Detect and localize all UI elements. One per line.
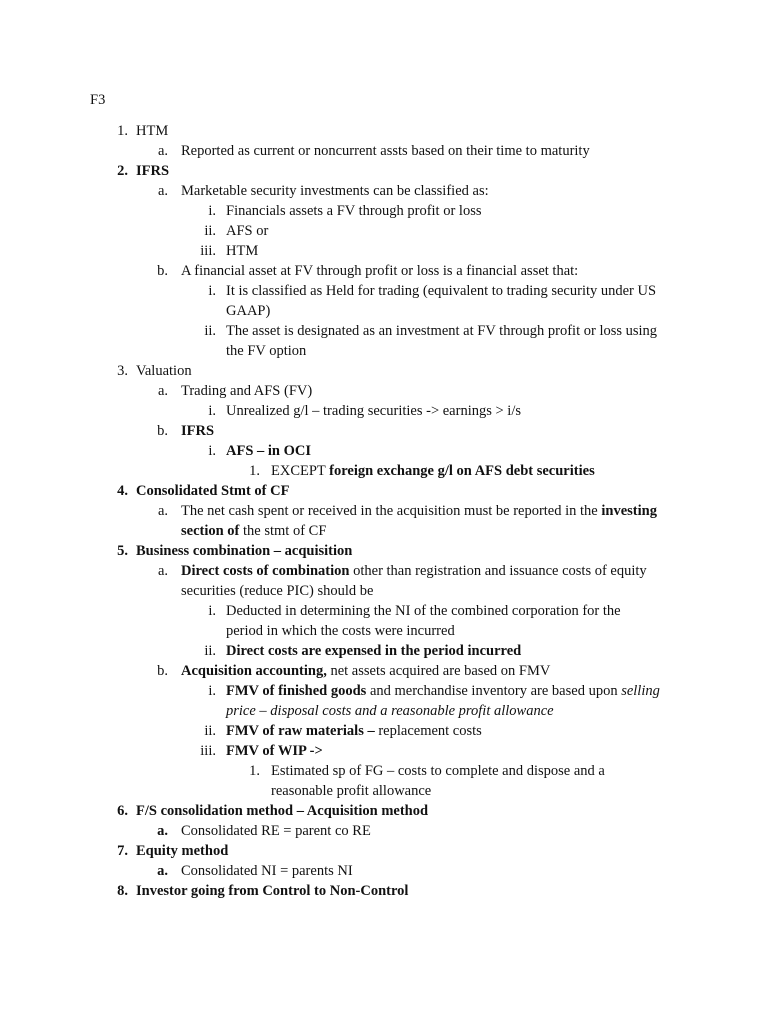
list-item [0,201,768,221]
item-text: Marketable security investments can be classified as: [181,183,489,199]
item-text: Unrealized g/l – trading securities -> earnings > i/s [226,403,521,419]
item-text [271,461,595,481]
list-item [0,421,768,441]
item-text-italic: selling [621,683,660,699]
item-text-bold: Acquisition accounting, [181,663,327,679]
list-marker: ii. [204,323,216,339]
spacer [0,521,768,541]
list-marker: a. [157,563,168,579]
item-text: Reported as current or noncurrent assts based on their time to maturity [181,143,590,159]
spacer [0,301,768,321]
item-text-plain: other than registration and issuance costs of equity [349,563,647,579]
item-text: Consolidated NI = parents NI [181,863,353,879]
list-item [0,821,768,841]
item-line: It is classified as Held for trading (equivalent to trading security under US [226,283,657,299]
list-item [0,501,768,539]
section-title: Investor going from Control to Non-Control [136,883,409,899]
spacer [0,581,768,601]
list-marker: i. [208,203,216,219]
list-item [0,221,768,241]
list-marker: a. [157,383,168,399]
section-title: Business combination – acquisition [136,543,353,559]
section-title: HTM [136,123,169,139]
list-marker: i. [208,443,216,459]
list-item [0,721,768,741]
list-marker: iii. [200,743,216,759]
item-line: The asset is designated as an investment at FV through profit or loss using [226,323,658,339]
list-item [0,741,768,761]
section-title: Equity method [136,843,229,859]
item-text: A financial asset at FV through profit or loss is a financial asset that: [181,263,579,279]
list-marker: i. [208,283,216,299]
item-text-plain: net assets acquired are based on FMV [326,663,551,679]
item-line: Estimated sp of FG – costs to complete and dispose and a [271,763,605,779]
list-marker: i. [208,683,216,699]
list-marker: a. [157,183,168,199]
item-text-plain: and merchandise inventory are based upon [366,683,622,699]
item-text: Consolidated RE = parent co RE [181,823,371,839]
list-item [0,181,768,201]
list-marker: 3. [117,363,128,379]
item-text: IFRS [181,423,215,439]
section-4 [0,481,768,501]
item-line: Deducted in determining the NI of the combined corporation for the [226,603,621,619]
list-marker: i. [208,403,216,419]
spacer [0,781,768,801]
list-marker: 2. [117,163,128,179]
section-7 [0,841,768,861]
item-line: period in which the costs were incurred [226,623,455,639]
list-marker: 1. [249,463,260,479]
item-text-bold: FMV of finished goods [226,683,367,699]
list-marker: i. [208,603,216,619]
item-text: AFS or [226,223,269,239]
item-line [226,681,660,701]
item-text: Trading and AFS (FV) [181,383,313,399]
list-marker: 6. [117,803,128,819]
list-item [0,321,768,359]
item-text: AFS – in OCI [226,443,312,459]
spacer [0,341,768,361]
item-text-bold: investing [601,503,657,519]
list-marker: 8. [117,883,128,899]
list-marker: a. [157,823,168,839]
item-line [181,501,657,521]
item-text-bold: FMV of raw materials – [226,723,375,739]
section-2 [0,161,768,181]
list-marker: 1. [117,123,128,139]
spacer [0,621,768,641]
list-item [0,601,768,639]
item-text-plain: EXCEPT [271,463,330,479]
list-item [0,401,768,421]
item-text-plain: The net cash spent or received in the acquisition must be reported in the [181,503,602,519]
item-text: Financials assets a FV through profit or loss [226,203,482,219]
item-line: price – disposal costs and a reasonable profit allowance [226,703,554,719]
list-item [0,381,768,401]
list-marker: 4. [117,483,128,499]
list-marker: ii. [204,643,216,659]
list-marker: a. [157,503,168,519]
notes-outline [0,121,768,901]
item-line: securities (reduce PIC) should be [181,583,374,599]
item-line: the FV option [226,343,307,359]
list-item [0,241,768,261]
list-item [0,661,768,681]
section-3 [0,361,768,381]
list-item [0,281,768,319]
item-text: HTM [226,243,259,259]
list-item [0,441,768,461]
list-marker: 1. [249,763,260,779]
list-marker: 5. [117,543,128,559]
item-text-plain: the stmt of CF [239,523,327,539]
list-marker: ii. [204,723,216,739]
item-text-bold: Direct costs of combination [181,563,350,579]
list-marker: a. [157,143,168,159]
item-text: FMV of WIP -> [226,743,323,759]
section-6 [0,801,768,821]
list-item [0,641,768,661]
list-item [0,861,768,881]
spacer [0,701,768,721]
section-title: F/S consolidation method – Acquisition method [136,803,429,819]
list-marker: iii. [200,243,216,259]
item-text-bold: section of [181,523,240,539]
list-marker: ii. [204,223,216,239]
section-title: Consolidated Stmt of CF [136,483,290,499]
page-heading: F3 [90,92,106,108]
list-item [0,261,768,281]
list-marker: b. [157,263,168,279]
section-5 [0,541,768,561]
item-text-bold: foreign exchange g/l on AFS debt securities [329,463,595,479]
list-item [0,461,768,481]
section-title: IFRS [136,163,170,179]
list-item [0,561,768,599]
list-marker: b. [157,663,168,679]
list-item [0,141,768,161]
section-title: Valuation [136,363,192,379]
item-line: reasonable profit allowance [271,783,432,799]
item-text-plain: replacement costs [374,723,482,739]
section-1 [0,121,768,141]
list-item [0,761,768,799]
list-item [0,681,768,719]
item-line [181,561,647,581]
section-8 [0,881,768,901]
item-text [181,661,550,681]
item-line: GAAP) [226,303,271,319]
list-marker: a. [157,863,168,879]
item-text: Direct costs are expensed in the period incurred [226,643,522,659]
list-marker: 7. [117,843,128,859]
item-text [226,721,482,741]
list-marker: b. [157,423,168,439]
